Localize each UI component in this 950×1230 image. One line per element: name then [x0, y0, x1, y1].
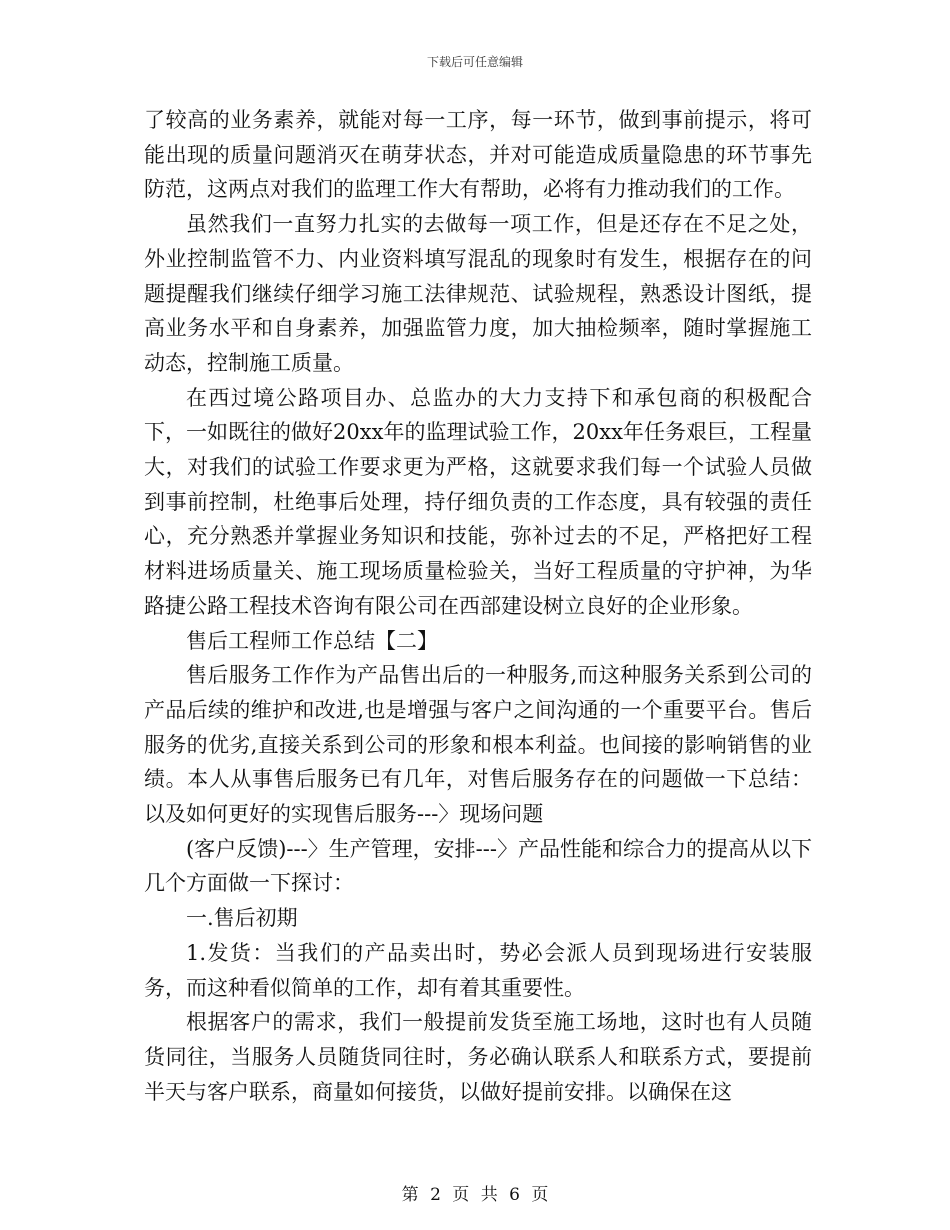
paragraph-3: 在西过境公路项目办、总监办的大力支持下和承包商的积极配合下，一如既往的做好20xx年的监理试验工作，20xx年任务艰巨，工程量大，对我们的试验工作要求更为严格，这就要求我们每一个试验人员做到事前控制，杜绝事后处理，持仔细负责的工作态度，具有较强的责任心，充分熟悉并掌握业务知识和技能，弥补过去的不足，严格把好工程材料进场质量关、施工现场质量检验关，当好工程质量的守护神，为华路捷公路工程技术咨询有限公司在西部建设树立良好的企业形象。 — [144, 385, 812, 618]
document-body — [144, 103, 812, 1109]
paragraph-1: 了较高的业务素养，就能对每一工序，每一环节，做到事前提示，将可能出现的质量问题消灭在萌芽状态，并对可能造成质量隐患的环节事先防范，这两点对我们的监理工作大有帮助，必将有力推动我们的工作。 — [144, 108, 812, 202]
page-number: 第 2 页 共 6 页 — [401, 1185, 549, 1205]
paragraph-2: 虽然我们一直努力扎实的去做每一项工作，但是还存在不足之处，外业控制监管不力、内业资料填写混乱的现象时有发生，根据存在的问题提醒我们继续仔细学习施工法律规范、试验规程，熟悉设计图纸，提高业务水平和自身素养，加强监管力度，加大抽检频率，随时掌握施工动态，控制施工质量。 — [144, 212, 812, 375]
section-heading: 售后工程师工作总结【二】 — [186, 628, 438, 653]
paragraph-5: (客户反馈)---〉生产管理，安排---〉产品性能和综合力的提高从以下几个方面做一下探讨： — [144, 836, 812, 896]
paragraph-4: 售后服务工作作为产品售出后的一种服务,而这种服务关系到公司的产品后续的维护和改进,也是增强与客户之间沟通的一个重要平台。售后服务的优劣,直接关系到公司的形象和根本利益。也间接的影响销售的业绩。本人从事售后服务已有几年，对售后服务存在的问题做一下总结：以及如何更好的实现售后服务---〉现场问题 — [144, 663, 812, 827]
page-header: 下载后可任意编辑 — [426, 55, 523, 69]
paragraph-6: 1.发货：当我们的产品卖出时，势必会派人员到现场进行安装服务，而这种看似简单的工作，却有着其重要性。 — [144, 940, 812, 1000]
paragraph-7: 根据客户的需求，我们一般提前发货至施工场地，这时也有人员随货同往，当服务人员随货同往时，务必确认联系人和联系方式，要提前半天与客户联系，商量如何接货，以做好提前安排。以确保在这 — [144, 1010, 812, 1104]
subsection-heading: 一.售后初期 — [186, 906, 298, 931]
